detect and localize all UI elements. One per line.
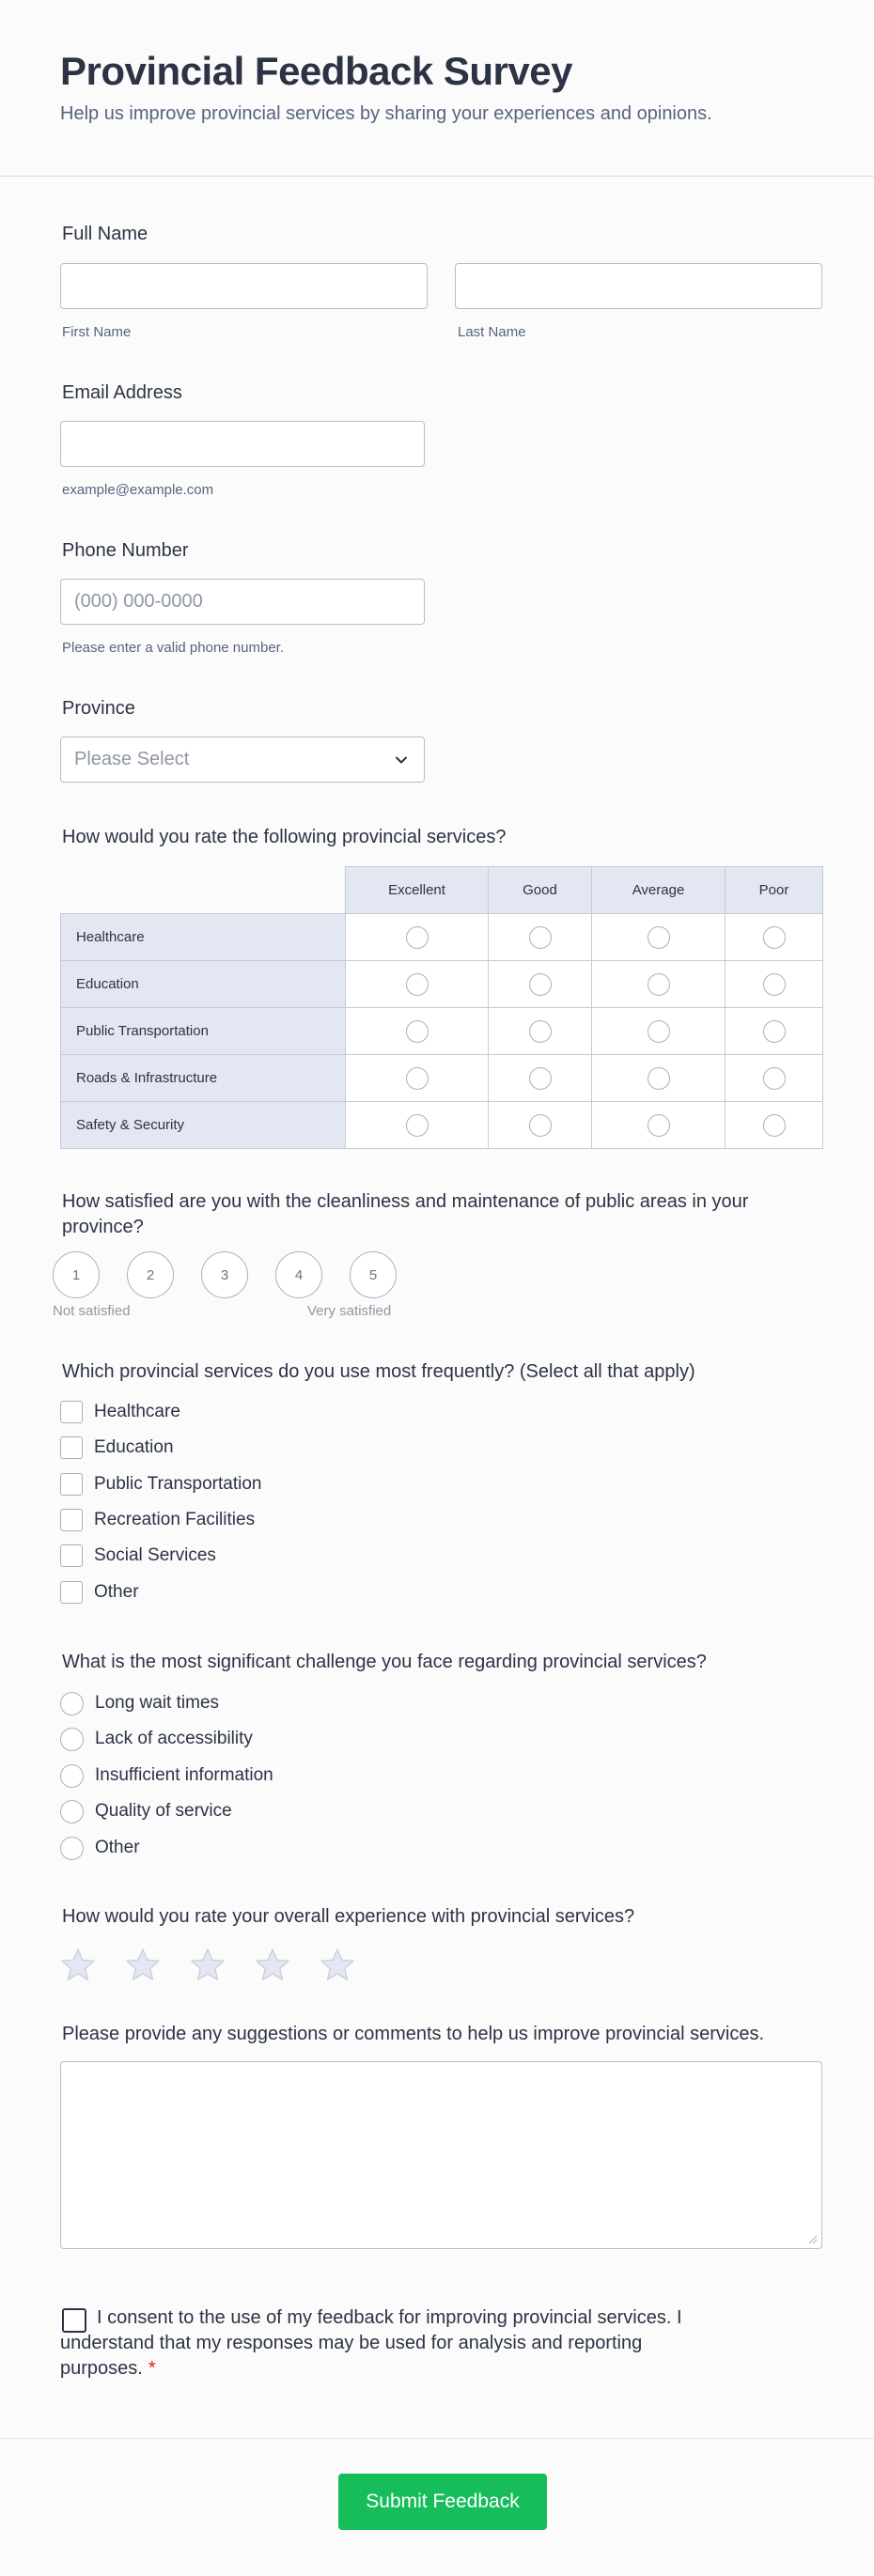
matrix-radio[interactable] — [406, 973, 429, 996]
matrix-radio[interactable] — [763, 926, 786, 949]
consent-text: I consent to the use of my feedback for improving provincial services. I understand that my responses may be used for analysis and reporting purposes. — [60, 2307, 682, 2379]
radio-button[interactable] — [60, 1764, 84, 1788]
matrix-radio[interactable] — [648, 973, 670, 996]
checkbox[interactable] — [60, 1436, 83, 1459]
matrix-row-label: Healthcare — [61, 914, 346, 961]
matrix-col-good: Good — [489, 867, 592, 914]
first-name-sublabel: First Name — [62, 324, 132, 340]
email-field[interactable] — [60, 421, 425, 467]
matrix-radio[interactable] — [406, 1067, 429, 1090]
matrix-row — [61, 1008, 823, 1055]
checkbox-option[interactable] — [60, 1580, 139, 1605]
comments-question: Please provide any suggestions or comments to help us improve provincial services. — [62, 2024, 765, 2044]
scale-high-label: Very satisfied — [307, 1303, 392, 1319]
checkbox[interactable] — [60, 1473, 83, 1496]
checkbox-option[interactable] — [60, 1508, 255, 1532]
checkbox-label: Social Services — [94, 1545, 216, 1565]
checkbox-option[interactable] — [60, 1400, 180, 1424]
submit-button[interactable]: Submit Feedback — [338, 2474, 547, 2530]
comments-textarea[interactable] — [60, 2061, 822, 2249]
resize-grip-icon[interactable] — [808, 2235, 818, 2244]
page-subtitle: Help us improve provincial services by sharing your experiences and opinions. — [60, 103, 712, 124]
radio-button[interactable] — [60, 1837, 84, 1860]
consent-label — [60, 2305, 737, 2382]
matrix-radio[interactable] — [763, 1067, 786, 1090]
radio-option[interactable] — [60, 1763, 273, 1788]
matrix-radio[interactable] — [763, 1020, 786, 1043]
radio-label: Other — [95, 1838, 140, 1857]
matrix-radio[interactable] — [529, 1067, 552, 1090]
checkbox-option[interactable] — [60, 1544, 216, 1568]
checkbox[interactable] — [60, 1401, 83, 1423]
phone-sublabel: Please enter a valid phone number. — [62, 640, 284, 656]
scale-option-1[interactable]: 1 — [53, 1251, 100, 1298]
radio-option[interactable] — [60, 1836, 140, 1860]
scale-option-3[interactable]: 3 — [201, 1251, 248, 1298]
checkbox-label: Public Transportation — [94, 1474, 262, 1494]
star-icon[interactable] — [319, 1947, 356, 1984]
matrix-row-label: Public Transportation — [61, 1008, 346, 1055]
checkbox-label: Other — [94, 1582, 139, 1602]
matrix-radio[interactable] — [529, 1020, 552, 1043]
scale-option-4[interactable]: 4 — [275, 1251, 322, 1298]
radio-label: Long wait times — [95, 1693, 220, 1713]
challenge-question: What is the most significant challenge you face regarding provincial services? — [62, 1652, 707, 1672]
email-sublabel: example@example.com — [62, 482, 214, 498]
required-asterisk: * — [148, 2358, 156, 2379]
matrix-col-average: Average — [592, 867, 726, 914]
matrix-radio[interactable] — [648, 1067, 670, 1090]
radio-option[interactable] — [60, 1799, 232, 1823]
scale-question: How satisfied are you with the cleanliness and maintenance of public areas in your province? — [62, 1191, 749, 1237]
star-icon[interactable] — [59, 1947, 97, 1984]
chevron-down-icon — [392, 751, 411, 769]
full-name-label: Full Name — [62, 224, 148, 244]
radio-option[interactable] — [60, 1691, 219, 1715]
matrix-radio[interactable] — [529, 1114, 552, 1137]
matrix-question: How would you rate the following provincial services? — [62, 827, 507, 847]
matrix-row-label: Roads & Infrastructure — [61, 1055, 346, 1102]
checkbox[interactable] — [60, 1581, 83, 1604]
page-title: Provincial Feedback Survey — [60, 49, 572, 93]
matrix-radio[interactable] — [648, 1020, 670, 1043]
matrix-radio[interactable] — [406, 1114, 429, 1137]
matrix-row-label: Education — [61, 961, 346, 1008]
checkbox-option[interactable] — [60, 1472, 262, 1497]
checkbox-label: Recreation Facilities — [94, 1510, 256, 1529]
star-icon[interactable] — [189, 1947, 226, 1984]
radio-label: Lack of accessibility — [95, 1729, 253, 1748]
rating-question: How would you rate your overall experience with provincial services? — [62, 1906, 635, 1927]
last-name-sublabel: Last Name — [458, 324, 526, 340]
services-question: Which provincial services do you use most frequently? (Select all that apply) — [62, 1361, 695, 1382]
matrix-row — [61, 961, 823, 1008]
matrix-radio[interactable] — [763, 973, 786, 996]
matrix-col-poor: Poor — [726, 867, 823, 914]
matrix-radio[interactable] — [529, 973, 552, 996]
matrix-corner — [61, 867, 346, 914]
rating-matrix — [60, 866, 822, 1149]
checkbox[interactable] — [60, 1509, 83, 1531]
last-name-input[interactable] — [455, 263, 822, 309]
matrix-radio[interactable] — [529, 926, 552, 949]
radio-button[interactable] — [60, 1728, 84, 1751]
matrix-radio[interactable] — [406, 926, 429, 949]
matrix-radio[interactable] — [648, 926, 670, 949]
matrix-radio[interactable] — [406, 1020, 429, 1043]
province-label: Province — [62, 698, 135, 719]
scale-low-label: Not satisfied — [53, 1303, 131, 1319]
star-icon[interactable] — [254, 1947, 291, 1984]
email-label: Email Address — [62, 382, 182, 403]
province-select[interactable] — [60, 737, 425, 783]
form-header — [0, 0, 874, 177]
scale-option-5[interactable]: 5 — [350, 1251, 397, 1298]
checkbox-label: Education — [94, 1437, 174, 1457]
matrix-row-label: Safety & Security — [61, 1102, 346, 1149]
scale-option-2[interactable]: 2 — [127, 1251, 174, 1298]
phone-label: Phone Number — [62, 540, 189, 561]
radio-button[interactable] — [60, 1800, 84, 1823]
radio-button[interactable] — [60, 1692, 84, 1715]
radio-option[interactable] — [60, 1727, 253, 1751]
matrix-radio[interactable] — [763, 1114, 786, 1137]
matrix-row — [61, 1102, 823, 1149]
footer-divider — [0, 2438, 874, 2439]
first-name-input[interactable] — [60, 263, 428, 309]
matrix-row — [61, 1055, 823, 1102]
radio-label: Insufficient information — [95, 1765, 273, 1785]
phone-field[interactable]: (000) 000-0000 — [60, 579, 425, 625]
checkbox[interactable] — [60, 1544, 83, 1567]
star-icon[interactable] — [124, 1947, 162, 1984]
matrix-row — [61, 914, 823, 961]
province-selected-value: Please Select — [74, 749, 190, 769]
matrix-radio[interactable] — [648, 1114, 670, 1137]
radio-label: Quality of service — [95, 1801, 232, 1821]
checkbox-label: Healthcare — [94, 1402, 180, 1421]
checkbox-option[interactable] — [60, 1435, 174, 1460]
matrix-col-excellent: Excellent — [346, 867, 489, 914]
